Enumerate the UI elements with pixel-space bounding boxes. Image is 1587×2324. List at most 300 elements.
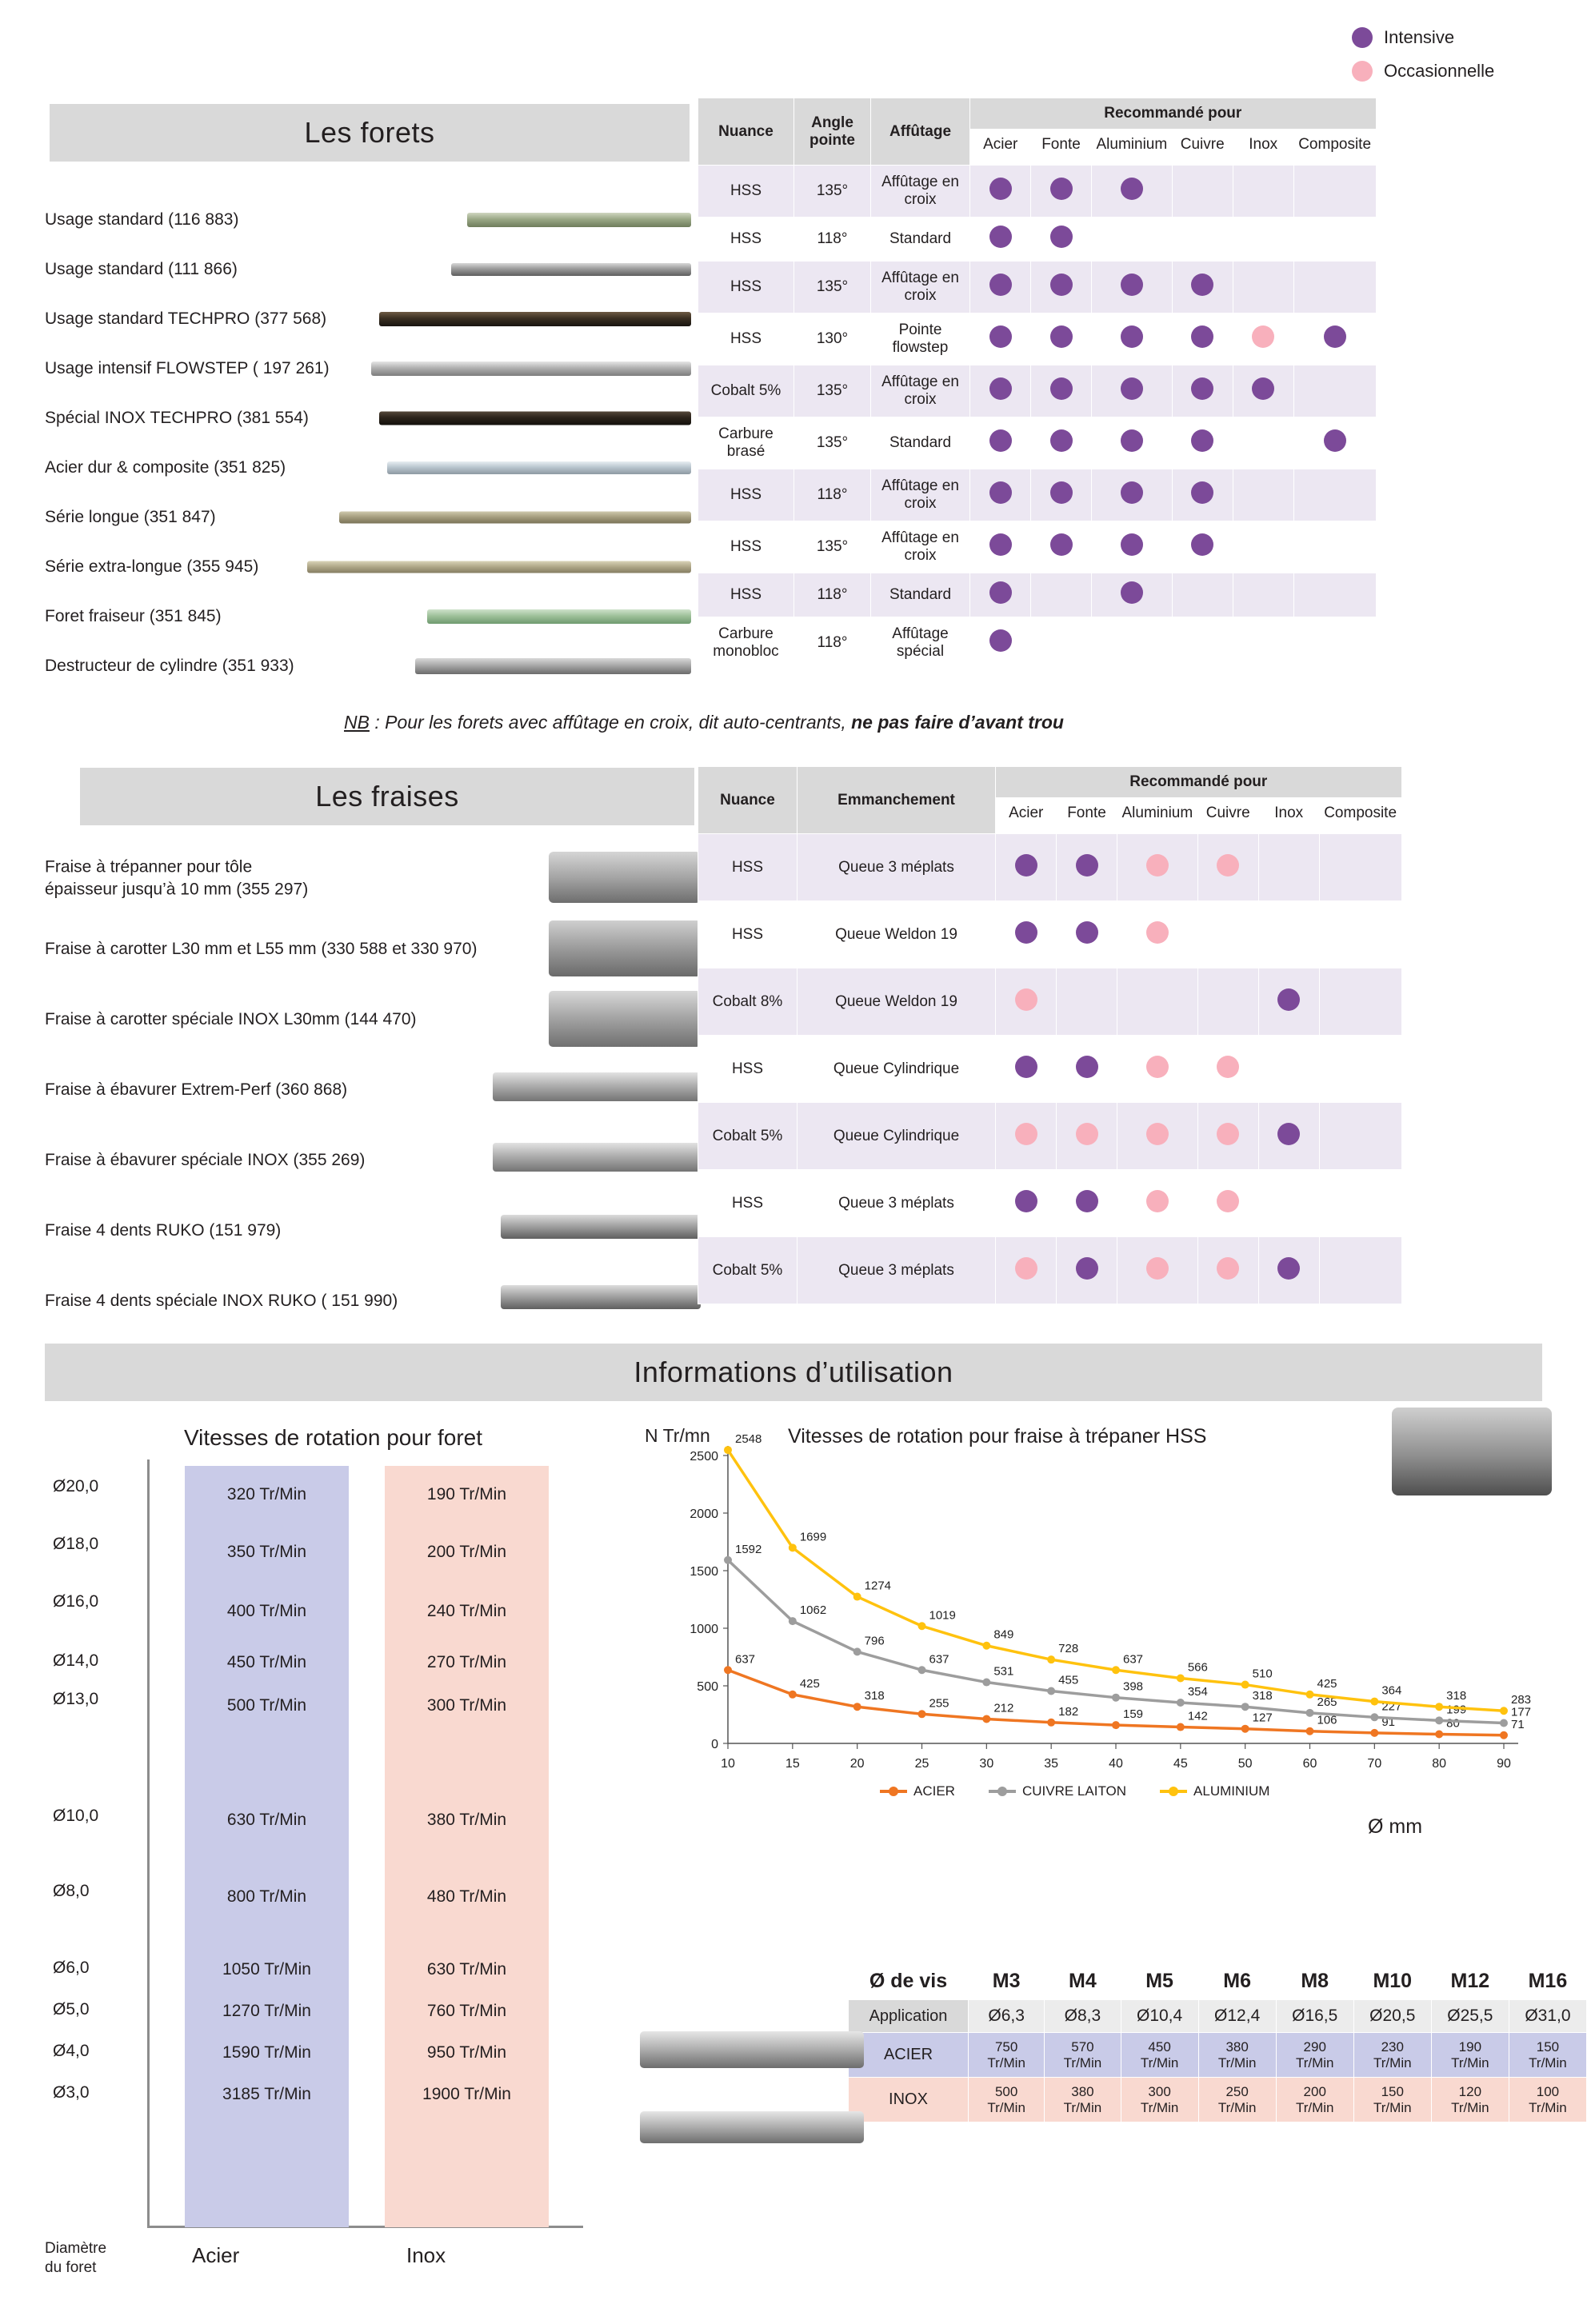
col-mat-fonte: Fonte — [1057, 798, 1117, 834]
mark-composite — [1319, 1103, 1401, 1170]
svg-text:60: 60 — [1302, 1757, 1317, 1771]
cell-nuance: HSS — [698, 573, 794, 617]
cell-nuance: HSS — [698, 469, 794, 521]
svg-text:182: 182 — [1058, 1704, 1079, 1719]
screw-cell: Ø6,3 — [969, 2000, 1045, 2033]
svg-text:531: 531 — [993, 1664, 1014, 1679]
screw-header-label: Ø de vis — [849, 1963, 969, 2000]
svg-text:35: 35 — [1044, 1757, 1059, 1771]
col-nuance: Nuance — [698, 98, 794, 166]
speeds-column-label-inox: Inox — [406, 2243, 446, 2267]
screw-cell: Ø16,5 — [1276, 2000, 1353, 2033]
product-label: Foret fraiseur (351 845) — [45, 607, 222, 625]
mark-fonte — [1031, 313, 1092, 365]
mark-fonte — [1031, 521, 1092, 573]
product-label: Usage standard (111 866) — [45, 260, 238, 278]
speed-inox: 200 Tr/Min — [426, 1543, 507, 1561]
drill-bit-image — [427, 609, 691, 624]
mark-acier — [996, 1103, 1057, 1170]
mark-inox — [1233, 166, 1293, 218]
screw-cell: 300 Tr/Min — [1121, 2078, 1198, 2122]
cell-nuance: HSS — [698, 521, 794, 573]
mark-aluminium — [1092, 617, 1173, 669]
cell-nuance: Cobalt 5% — [698, 365, 794, 417]
cell-angle: 118° — [794, 573, 871, 617]
svg-text:1699: 1699 — [799, 1530, 827, 1544]
mark-aluminium — [1092, 365, 1173, 417]
list-item — [45, 245, 701, 294]
mark-fonte — [1057, 1103, 1117, 1170]
svg-text:637: 637 — [1123, 1652, 1144, 1667]
col-mat-aluminium: Aluminium — [1117, 798, 1198, 834]
svg-text:1062: 1062 — [799, 1603, 827, 1618]
list-item — [45, 1196, 717, 1266]
svg-text:80: 80 — [1446, 1716, 1460, 1731]
mark-aluminium — [1092, 262, 1173, 313]
mark-inox — [1233, 617, 1293, 669]
svg-text:1592: 1592 — [735, 1542, 762, 1556]
speed-inox: 380 Tr/Min — [426, 1811, 507, 1829]
diameter-label: Ø5,0 — [53, 2000, 90, 2019]
screw-cell: 150 Tr/Min — [1509, 2033, 1586, 2078]
svg-text:425: 425 — [1317, 1676, 1337, 1691]
list-item — [45, 443, 701, 493]
mark-fonte — [1031, 469, 1092, 521]
mark-fonte — [1057, 901, 1117, 968]
product-label — [45, 857, 308, 902]
cell-nuance: HSS — [698, 218, 794, 262]
mark-acier — [970, 365, 1031, 417]
diameter-label: Ø8,0 — [53, 1882, 90, 1900]
svg-text:318: 318 — [1252, 1689, 1273, 1703]
speed-acier: 500 Tr/Min — [226, 1696, 307, 1715]
occasionnelle-dot-icon — [1352, 61, 1373, 82]
col-mat-composite: Composite — [1293, 130, 1376, 166]
svg-text:90: 90 — [1497, 1757, 1511, 1771]
note-bold: ne pas faire d’avant trou — [851, 712, 1064, 733]
speed-inox: 240 Tr/Min — [426, 1602, 507, 1620]
svg-text:500: 500 — [697, 1680, 718, 1694]
note-text: : Pour les forets avec affûtage en croix, dit auto-centrants, — [369, 712, 852, 733]
speeds-chart-title: Vitesses de rotation pour foret — [184, 1425, 483, 1450]
svg-text:70: 70 — [1367, 1757, 1382, 1771]
screw-cell: Ø25,5 — [1431, 2000, 1509, 2033]
speed-inox: 760 Tr/Min — [426, 2002, 507, 2020]
table-row — [698, 1237, 1402, 1304]
product-label: Spécial INOX TECHPRO (381 554) — [45, 409, 309, 427]
speeds-y-axis — [147, 1459, 150, 2227]
cell-affutage: Standard — [871, 573, 970, 617]
drill-bit-image — [415, 658, 691, 674]
mark-fonte — [1057, 1237, 1117, 1304]
legend-label-occasionnelle: Occasionnelle — [1384, 61, 1495, 81]
cell-nuance: HSS — [698, 834, 797, 901]
four-flute-cutter-inox-image — [501, 1285, 701, 1309]
drill-bit-image — [379, 412, 691, 425]
mark-aluminium — [1092, 166, 1173, 218]
screw-cell: 230 Tr/Min — [1353, 2033, 1431, 2078]
mark-fonte — [1057, 1170, 1117, 1237]
legend-series-acier-label: ACIER — [913, 1783, 955, 1799]
mark-fonte — [1057, 834, 1117, 901]
list-item — [45, 1055, 717, 1125]
product-label: Destructeur de cylindre (351 933) — [45, 657, 294, 675]
cell-angle: 130° — [794, 313, 871, 365]
deburring-cutter-inox-image — [493, 1143, 701, 1172]
mark-acier — [970, 218, 1031, 262]
list-item — [45, 542, 701, 592]
mark-inox — [1233, 365, 1293, 417]
list-item — [45, 984, 717, 1055]
mark-inox — [1233, 218, 1293, 262]
cell-angle: 135° — [794, 521, 871, 573]
svg-text:364: 364 — [1381, 1683, 1402, 1698]
screw-cell: 190 Tr/Min — [1431, 2033, 1509, 2078]
cell-emmanchement: Queue Weldon 19 — [797, 968, 996, 1036]
screw-cell: Ø12,4 — [1198, 2000, 1276, 2033]
svg-text:15: 15 — [785, 1757, 800, 1771]
mark-composite — [1319, 1036, 1401, 1103]
svg-text:50: 50 — [1237, 1757, 1253, 1771]
col-angle — [794, 98, 871, 166]
mark-cuivre — [1172, 166, 1233, 218]
svg-text:728: 728 — [1058, 1642, 1079, 1656]
list-item — [45, 1266, 717, 1336]
screw-cell: Ø31,0 — [1509, 2000, 1586, 2033]
mark-inox — [1233, 313, 1293, 365]
screw-cell: 380 Tr/Min — [1045, 2078, 1121, 2122]
mark-acier — [970, 469, 1031, 521]
mark-cuivre — [1197, 1170, 1258, 1237]
mark-aluminium — [1092, 573, 1173, 617]
mark-inox — [1233, 262, 1293, 313]
mark-acier — [970, 417, 1031, 469]
table-row — [698, 262, 1377, 313]
table-row — [698, 617, 1377, 669]
screw-size: M6 — [1198, 1963, 1276, 2000]
speed-inox: 950 Tr/Min — [426, 2043, 507, 2062]
speed-acier: 320 Tr/Min — [226, 1485, 307, 1503]
mark-composite — [1293, 417, 1376, 469]
svg-text:127: 127 — [1252, 1711, 1273, 1725]
mark-cuivre — [1172, 417, 1233, 469]
forets-note — [344, 712, 1064, 733]
deburring-cutter-image — [493, 1072, 701, 1101]
screw-size: M16 — [1509, 1963, 1586, 2000]
diameter-label: Ø6,0 — [53, 1959, 90, 1977]
svg-text:796: 796 — [864, 1634, 885, 1648]
table-row — [849, 2033, 1587, 2078]
cell-affutage: Pointe flowstep — [871, 313, 970, 365]
mark-acier — [996, 968, 1057, 1036]
mark-acier — [970, 262, 1031, 313]
svg-text:0: 0 — [711, 1738, 718, 1751]
svg-text:30: 30 — [979, 1757, 994, 1771]
svg-text:283: 283 — [1511, 1693, 1532, 1707]
product-label: Série extra-longue (355 945) — [45, 557, 259, 576]
svg-text:45: 45 — [1173, 1757, 1188, 1771]
svg-text:398: 398 — [1123, 1679, 1144, 1694]
svg-text:1500: 1500 — [690, 1565, 718, 1579]
list-item — [45, 641, 701, 691]
mark-fonte — [1031, 166, 1092, 218]
mark-composite — [1293, 166, 1376, 218]
speeds-inox-column — [385, 1466, 549, 2227]
cell-emmanchement: Queue 3 méplats — [797, 834, 996, 901]
product-label: Fraise 4 dents spéciale INOX RUKO ( 151 990) — [45, 1291, 398, 1310]
mark-fonte — [1031, 262, 1092, 313]
mark-cuivre — [1172, 469, 1233, 521]
mark-acier — [970, 573, 1031, 617]
diameter-label: Ø13,0 — [53, 1690, 99, 1708]
mark-cuivre — [1197, 1237, 1258, 1304]
product-label-line1: Fraise à trépanner pour tôle — [45, 857, 253, 876]
cell-nuance: Carbure brasé — [698, 417, 794, 469]
svg-text:227: 227 — [1381, 1699, 1402, 1714]
col-reco-title: Recommandé pour — [996, 767, 1402, 798]
diameter-label: Ø14,0 — [53, 1651, 99, 1670]
speed-acier: 3185 Tr/Min — [222, 2085, 311, 2103]
mark-acier — [970, 617, 1031, 669]
mark-cuivre — [1197, 1036, 1258, 1103]
screw-row-label: INOX — [849, 2078, 969, 2122]
legend-series-cuivre-label: CUIVRE LAITON — [1021, 1783, 1127, 1799]
screw-cell: Ø8,3 — [1045, 2000, 1121, 2033]
col-angle-label: Angle pointe — [809, 114, 855, 149]
list-item — [45, 493, 701, 542]
mark-cuivre — [1172, 521, 1233, 573]
mark-cuivre — [1172, 365, 1233, 417]
mark-acier — [970, 521, 1031, 573]
speed-inox: 190 Tr/Min — [426, 1485, 507, 1503]
svg-text:71: 71 — [1511, 1717, 1525, 1731]
annular-cutter-image — [549, 920, 701, 976]
drill-bit-image — [451, 263, 691, 276]
cell-angle: 135° — [794, 262, 871, 313]
table-row — [698, 834, 1402, 901]
table-row — [698, 573, 1377, 617]
cell-affutage: Affûtage en croix — [871, 262, 970, 313]
mark-acier — [996, 901, 1057, 968]
mark-acier — [996, 834, 1057, 901]
speed-acier: 450 Tr/Min — [226, 1653, 307, 1671]
diameter-label: Ø10,0 — [53, 1807, 99, 1825]
mark-fonte — [1057, 1036, 1117, 1103]
mark-inox — [1258, 968, 1319, 1036]
table-row — [698, 365, 1377, 417]
table-row — [849, 2000, 1587, 2033]
diameter-label: Ø4,0 — [53, 2042, 90, 2060]
annular-cutter-inox-image — [549, 991, 701, 1047]
mark-acier — [970, 166, 1031, 218]
cell-affutage: Standard — [871, 218, 970, 262]
svg-text:2500: 2500 — [690, 1450, 718, 1463]
cell-affutage: Affûtage en croix — [871, 166, 970, 218]
cell-emmanchement: Queue Weldon 19 — [797, 901, 996, 968]
legend-series-acier — [880, 1783, 955, 1799]
cell-emmanchement: Queue 3 méplats — [797, 1170, 996, 1237]
svg-text:80: 80 — [1432, 1757, 1447, 1771]
speeds-acier-column — [185, 1466, 349, 2227]
svg-text:91: 91 — [1381, 1715, 1396, 1729]
mark-composite — [1293, 617, 1376, 669]
legend-series-aluminium — [1160, 1783, 1269, 1799]
cell-affutage: Affûtage spécial — [871, 617, 970, 669]
line-chart-svg — [640, 1416, 1552, 1815]
list-item — [45, 294, 701, 344]
mark-inox — [1233, 417, 1293, 469]
speed-acier: 1050 Tr/Min — [222, 1960, 311, 1979]
svg-text:177: 177 — [1511, 1705, 1532, 1719]
speeds-line-chart — [640, 1416, 1552, 1847]
cell-angle: 135° — [794, 365, 871, 417]
screw-cell: Ø10,4 — [1121, 2000, 1198, 2033]
screw-size: M12 — [1431, 1963, 1509, 2000]
svg-text:106: 106 — [1317, 1713, 1337, 1727]
mark-aluminium — [1117, 1237, 1198, 1304]
screw-cell: 200 Tr/Min — [1276, 2078, 1353, 2122]
svg-text:849: 849 — [993, 1627, 1014, 1642]
cell-nuance: HSS — [698, 262, 794, 313]
product-label: Fraise à ébavurer spéciale INOX (355 269) — [45, 1150, 366, 1169]
countersink-photo-large — [640, 2031, 864, 2068]
mark-composite — [1293, 573, 1376, 617]
legend — [1352, 21, 1560, 88]
col-mat-cuivre: Cuivre — [1172, 130, 1233, 166]
speed-inox: 480 Tr/Min — [426, 1887, 507, 1906]
svg-text:455: 455 — [1058, 1673, 1079, 1687]
svg-text:255: 255 — [929, 1696, 949, 1711]
cell-angle: 135° — [794, 166, 871, 218]
mark-composite — [1319, 901, 1401, 968]
speed-acier: 630 Tr/Min — [226, 1811, 307, 1829]
cell-affutage: Standard — [871, 417, 970, 469]
col-reco-title: Recommandé pour — [970, 98, 1377, 130]
speed-acier: 1590 Tr/Min — [222, 2043, 311, 2062]
screw-cell: 500 Tr/Min — [969, 2078, 1045, 2122]
svg-text:159: 159 — [1123, 1707, 1144, 1722]
speed-acier: 800 Tr/Min — [226, 1887, 307, 1906]
forets-table — [698, 98, 1377, 669]
cell-nuance: Cobalt 8% — [698, 968, 797, 1036]
cell-affutage: Affûtage en croix — [871, 521, 970, 573]
drill-bit-image — [379, 312, 691, 326]
mark-fonte — [1031, 617, 1092, 669]
diameter-label: Ø3,0 — [53, 2083, 90, 2102]
mark-aluminium — [1117, 1103, 1198, 1170]
mark-composite — [1319, 968, 1401, 1036]
legend-item-intensive — [1352, 21, 1560, 54]
cell-nuance: HSS — [698, 166, 794, 218]
list-item — [45, 393, 701, 443]
mark-cuivre — [1197, 968, 1258, 1036]
speed-inox: 300 Tr/Min — [426, 1696, 507, 1715]
mark-cuivre — [1197, 1103, 1258, 1170]
product-label: Usage standard TECHPRO (377 568) — [45, 309, 327, 328]
product-label: Fraise 4 dents RUKO (151 979) — [45, 1220, 282, 1240]
svg-text:318: 318 — [864, 1689, 885, 1703]
mark-acier — [996, 1170, 1057, 1237]
svg-text:1274: 1274 — [864, 1579, 892, 1593]
cell-affutage: Affûtage en croix — [871, 365, 970, 417]
product-label: Fraise à carotter L30 mm et L55 mm (330 588 et 330 970) — [45, 939, 478, 958]
table-row — [698, 313, 1377, 365]
fraises-table — [698, 766, 1402, 1304]
svg-text:1000: 1000 — [690, 1623, 718, 1636]
cell-angle: 118° — [794, 469, 871, 521]
mark-inox — [1258, 1237, 1319, 1304]
cell-nuance: HSS — [698, 1170, 797, 1237]
svg-text:318: 318 — [1446, 1689, 1467, 1703]
mark-aluminium — [1092, 313, 1173, 365]
four-flute-cutter-image — [501, 1215, 701, 1239]
mark-aluminium — [1092, 521, 1173, 573]
table-row — [698, 1036, 1402, 1103]
screw-row-label: Application — [849, 2000, 969, 2033]
drill-bit-image — [467, 213, 691, 227]
screw-size: M3 — [969, 1963, 1045, 2000]
mark-fonte — [1031, 573, 1092, 617]
screw-cell: 450 Tr/Min — [1121, 2033, 1198, 2078]
product-label: Fraise à ébavurer Extrem-Perf (360 868) — [45, 1080, 348, 1099]
product-label: Usage intensif FLOWSTEP ( 197 261) — [45, 359, 330, 377]
screw-row-label: ACIER — [849, 2033, 969, 2078]
table-row — [698, 901, 1402, 968]
cell-nuance: Cobalt 5% — [698, 1237, 797, 1304]
table-header-row — [698, 767, 1402, 798]
col-mat-fonte: Fonte — [1031, 130, 1092, 166]
mark-composite — [1293, 469, 1376, 521]
mark-cuivre — [1172, 313, 1233, 365]
screw-cell: 570 Tr/Min — [1045, 2033, 1121, 2078]
svg-text:10: 10 — [721, 1757, 735, 1771]
mark-aluminium — [1092, 469, 1173, 521]
mark-cuivre — [1172, 573, 1233, 617]
screw-size: M8 — [1276, 1963, 1353, 2000]
speeds-axis-label-line1: Diamètre — [45, 2240, 107, 2257]
svg-text:425: 425 — [799, 1676, 820, 1691]
mark-cuivre — [1172, 218, 1233, 262]
diameter-label: Ø16,0 — [53, 1592, 99, 1611]
mark-composite — [1319, 1237, 1401, 1304]
product-label: Fraise à carotter spéciale INOX L30mm (144 470) — [45, 1009, 417, 1028]
mark-composite — [1293, 521, 1376, 573]
mark-composite — [1293, 365, 1376, 417]
col-mat-cuivre: Cuivre — [1197, 798, 1258, 834]
svg-text:637: 637 — [735, 1652, 756, 1667]
mark-aluminium — [1117, 834, 1198, 901]
drill-bit-image — [339, 512, 691, 524]
speed-acier: 400 Tr/Min — [226, 1602, 307, 1620]
list-item — [45, 844, 717, 914]
legend-series-aluminium-label: ALUMINIUM — [1193, 1783, 1270, 1799]
cell-nuance: HSS — [698, 901, 797, 968]
section-title-forets: Les forets — [50, 104, 690, 162]
legend-label-intensive: Intensive — [1384, 27, 1455, 47]
chart-legend — [880, 1783, 1269, 1799]
product-label: Série longue (351 847) — [45, 508, 216, 526]
svg-text:354: 354 — [1187, 1685, 1208, 1699]
section-title-fraises: Les fraises — [80, 768, 694, 825]
list-item — [45, 914, 717, 984]
cell-emmanchement: Queue Cylindrique — [797, 1103, 996, 1170]
screw-cell: Ø20,5 — [1353, 2000, 1431, 2033]
countersink-photo-small — [640, 2111, 864, 2143]
col-mat-inox: Inox — [1258, 798, 1319, 834]
product-label: Acier dur & composite (351 825) — [45, 458, 286, 477]
screw-cell: 100 Tr/Min — [1509, 2078, 1586, 2122]
cell-angle: 118° — [794, 218, 871, 262]
